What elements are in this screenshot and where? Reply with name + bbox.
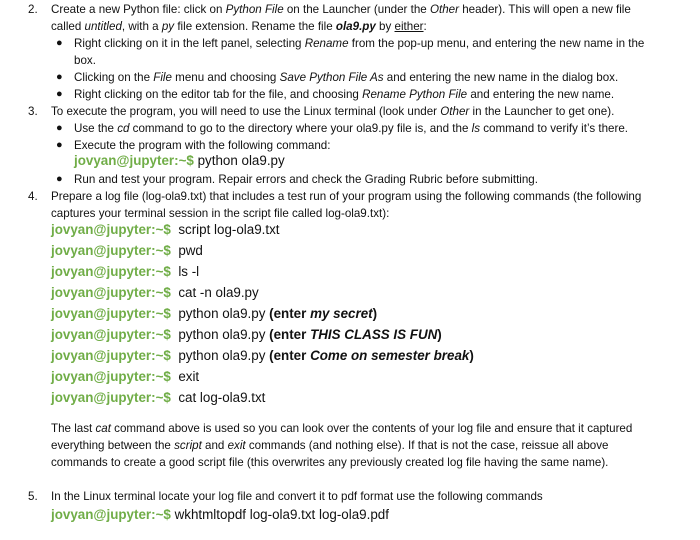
command-line-8: jovyan@jupyter:~$ exit	[51, 369, 200, 384]
step-3-bullet-1: Use the cd command to go to the directory where your ola9.py file is, and the ls command to verify it’s there.	[74, 122, 628, 135]
terminal-prompt: jovyan@jupyter:~$	[51, 243, 171, 258]
step-2-line-1: Create a new Python file: click on Python File on the Launcher (under the Other header). This will open a new file	[51, 3, 631, 16]
bullet-icon: ●	[56, 173, 63, 185]
step-3-line-1: To execute the program, you will need to use the Linux terminal (look under Other in the Launcher to get one).	[51, 105, 615, 118]
step-2-bullet-2: Clicking on the File menu and choosing Save Python File As and entering the new name in the dialog box.	[74, 71, 619, 84]
step-4-line-1: Prepare a log file (log-ola9.txt) that includes a test run of your program using the following commands (the following	[51, 190, 642, 203]
step-4-note-line-2: everything between the script and exit commands (and nothing else). If that is not the case, reissue all above	[51, 439, 609, 452]
command-line-9: jovyan@jupyter:~$ cat log-ola9.txt	[51, 390, 266, 405]
step-3-bullet-3: Run and test your program. Repair errors and check the Grading Rubric before submitting.	[74, 173, 538, 186]
terminal-prompt: jovyan@jupyter:~$	[51, 264, 171, 279]
step-4-note-line-1: The last cat command above is used so you can look over the contents of your log file and ensure that it captured	[51, 422, 633, 435]
command-line-2: jovyan@jupyter:~$ pwd	[51, 243, 203, 258]
bullet-icon: ●	[56, 122, 63, 134]
step-2-bullet-1: Right clicking on it in the left panel, selecting Rename from the pop-up menu, and entering the new name in the	[74, 37, 645, 50]
command-line-7: jovyan@jupyter:~$ python ola9.py (enter Come on semester break)	[51, 348, 474, 363]
step-3-bullet-2: Execute the program with the following command:	[74, 139, 331, 152]
terminal-prompt: jovyan@jupyter:~$	[51, 327, 171, 342]
terminal-prompt: jovyan@jupyter:~$	[51, 507, 171, 522]
step-5-number: 5.	[28, 490, 38, 503]
step-4-note-line-3: commands to create a good script file (this overwrites any previously created log file having the same name).	[51, 456, 609, 469]
terminal-prompt: jovyan@jupyter:~$	[51, 222, 171, 237]
step-2-bullet-3: Right clicking on the editor tab for the file, and choosing Rename Python File and entering the new name.	[74, 88, 615, 101]
step-4-line-2: captures your terminal session in the script file called log-ola9.txt):	[51, 207, 390, 220]
bullet-icon: ●	[56, 88, 63, 100]
bullet-icon: ●	[56, 71, 63, 83]
bullet-icon: ●	[56, 37, 63, 49]
bullet-icon: ●	[56, 139, 63, 151]
command-line-1: jovyan@jupyter:~$ script log-ola9.txt	[51, 222, 280, 237]
step-2-line-2: called untitled, with a py file extension. Rename the file ola9.py by either:	[51, 20, 427, 33]
step-5-line-1: In the Linux terminal locate your log file and convert it to pdf format use the following commands	[51, 490, 543, 503]
terminal-prompt: jovyan@jupyter:~$	[51, 369, 171, 384]
step-4-number: 4.	[28, 190, 38, 203]
step-2-number: 2.	[28, 3, 38, 16]
step-3-command: jovyan@jupyter:~$ python ola9.py	[74, 153, 285, 168]
command-line-3: jovyan@jupyter:~$ ls -l	[51, 264, 200, 279]
terminal-prompt: jovyan@jupyter:~$	[51, 285, 171, 300]
terminal-prompt: jovyan@jupyter:~$	[51, 306, 171, 321]
step-3-number: 3.	[28, 105, 38, 118]
command-line-6: jovyan@jupyter:~$ python ola9.py (enter THIS CLASS IS FUN)	[51, 327, 442, 342]
command-line-4: jovyan@jupyter:~$ cat -n ola9.py	[51, 285, 259, 300]
terminal-prompt: jovyan@jupyter:~$	[74, 153, 194, 168]
terminal-prompt: jovyan@jupyter:~$	[51, 348, 171, 363]
step-2-bullet-1-cont: box.	[74, 54, 96, 67]
terminal-prompt: jovyan@jupyter:~$	[51, 390, 171, 405]
command-line-5: jovyan@jupyter:~$ python ola9.py (enter my secret)	[51, 306, 378, 321]
step-5-command: jovyan@jupyter:~$ wkhtmltopdf log-ola9.txt log-ola9.pdf	[51, 507, 389, 522]
